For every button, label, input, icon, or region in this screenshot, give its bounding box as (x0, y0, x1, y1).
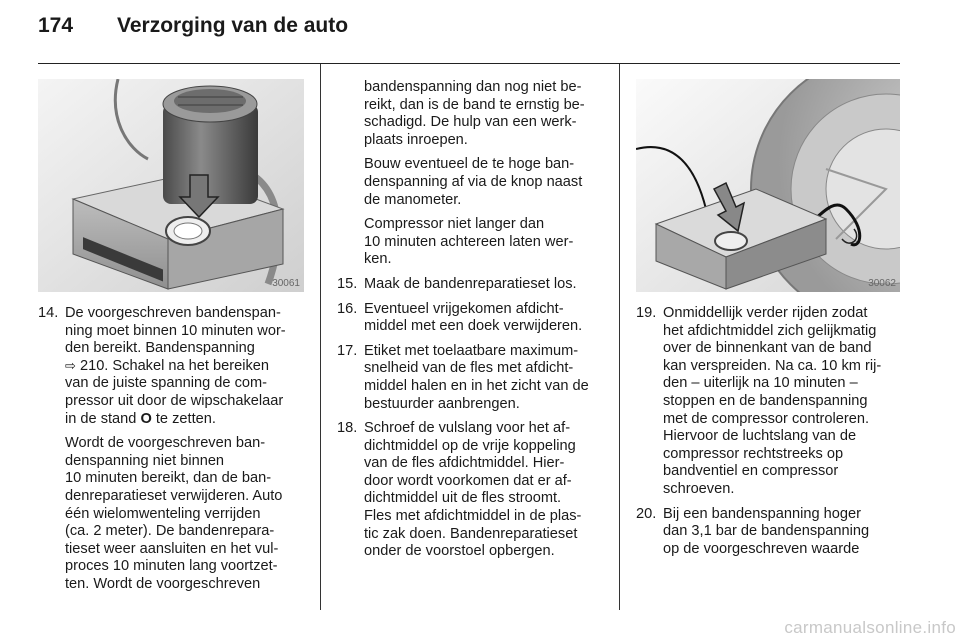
item-line: compressor rechtstreeks op (663, 445, 844, 462)
item-line: snelheid van de fles met afdicht- (364, 360, 574, 377)
item-line: dichtmiddel uit de fles stroomt. (364, 490, 562, 507)
para-line: schadigd. De hulp van een werk- (364, 114, 577, 131)
item-line (65, 358, 306, 376)
para-line: denreparatieset verwijderen. Auto (65, 487, 283, 504)
item-line: kan verspreiden. Na ca. 10 km rij- (663, 357, 882, 374)
item-line: tic zak doen. Bandenreparatieset (364, 525, 578, 542)
item-line: stoppen en de bandenspanning (663, 392, 868, 409)
stand-post: te zetten. (151, 410, 216, 427)
item-line: met de compressor controleren. (663, 410, 870, 427)
item-line: van de juiste spanning de com- (65, 375, 268, 392)
para-line: ken. (364, 251, 392, 268)
figure-code: 30062 (868, 278, 896, 289)
compressor-tyre-illustration-right (636, 79, 900, 292)
item-line: Schroef de vulslang voor het af- (364, 420, 571, 437)
item-number: 14. (38, 305, 59, 321)
para-line: denspanning af via de knop naast (364, 173, 583, 190)
para-line: reikt, dan is de band te ernstig be- (364, 96, 585, 113)
page-reference-text: 210. Schakel na het bereiken (75, 357, 270, 374)
column-divider-left (320, 64, 321, 610)
page-title: Verzorging van de auto (117, 14, 349, 37)
item-line: Fles met afdichtmiddel in de plas- (364, 508, 582, 525)
item-line: door wordt voorkomen dat er af- (364, 472, 572, 489)
para-line: Wordt de voorgeschreven ban- (65, 435, 266, 452)
switch-position-letter: O (140, 410, 152, 427)
item-line: bestuurder aanbrengen. (364, 395, 520, 412)
column-divider-right (619, 64, 620, 610)
page-reference-arrow-icon: ⇨ (65, 358, 76, 374)
list-item-17 (337, 343, 605, 413)
item-line: Eventueel vrijgekomen afdicht- (364, 300, 564, 317)
item-line: op de voorgeschreven waarde (663, 540, 860, 557)
list-item-15 (337, 276, 605, 294)
item-line: Hiervoor de luchtslang van de (663, 428, 857, 445)
para-line: denspanning niet binnen (65, 452, 225, 469)
item-line: van de fles afdichtmiddel. Hier- (364, 455, 565, 472)
item-line: den – uiterlijk na 10 minuten – (663, 375, 858, 392)
list-item-18 (337, 420, 605, 561)
para-line: Bouw eventueel de te hoge ban- (364, 156, 575, 173)
item-number: 17. (337, 342, 358, 359)
column-1 (38, 305, 306, 601)
paragraph (38, 435, 306, 593)
item-number: 15. (337, 275, 358, 292)
page-number: 174 (38, 14, 74, 37)
item-line: Onmiddellijk verder rijden zodat (663, 305, 868, 321)
para-line: ten. Wordt de voorgeschreven (65, 575, 261, 592)
paragraph (337, 156, 605, 209)
para-line: plaats inroepen. (364, 131, 468, 148)
column-2 (337, 79, 605, 568)
item-line: Etiket met toelaatbare maximum- (364, 342, 579, 359)
item-line: het afdichtmiddel zich gelijkmatig (663, 322, 877, 339)
paragraph (337, 216, 605, 269)
item-line: bandventiel en compressor (663, 463, 839, 480)
item-line: schroeven. (663, 480, 735, 497)
header-rule (38, 63, 900, 64)
list-item-16 (337, 301, 605, 336)
item-line: Bij een bandenspanning hoger (663, 505, 861, 522)
para-line: Compressor niet langer dan (364, 216, 545, 233)
para-line: 10 minuten bereikt, dan de ban- (65, 470, 272, 487)
watermark: carmanualsonline.info (784, 618, 956, 637)
para-line: de manometer. (364, 191, 462, 208)
para-line: 10 minuten achtereen laten wer- (364, 233, 574, 250)
list-item-20 (636, 506, 902, 559)
item-line: ning moet binnen 10 minuten wor- (65, 322, 286, 339)
item-line: middel halen en in het zicht van de (364, 377, 589, 394)
para-line: één wielomwenteling verrijden (65, 505, 261, 522)
para-line: bandenspanning dan nog niet be- (364, 79, 582, 95)
list-item-19 (636, 305, 902, 499)
item-number: 18. (337, 420, 358, 437)
item-line: De voorgeschreven bandenspan- (65, 305, 281, 321)
para-line: (ca. 2 meter). De bandenrepara- (65, 523, 275, 540)
item-line: Maak de bandenreparatieset los. (364, 275, 577, 292)
item-number: 19. (636, 305, 657, 321)
stand-pre: in de stand (65, 410, 141, 427)
item-line: over de binnenkant van de band (663, 340, 872, 357)
column-3 (636, 305, 902, 565)
item-line: pressor uit door de wipschakelaar (65, 392, 284, 409)
item-line: den bereikt. Bandenspanning (65, 340, 255, 357)
item-number: 16. (337, 300, 358, 317)
item-line: onder de voorstoel opbergen. (364, 543, 555, 560)
item-number: 20. (636, 505, 657, 522)
paragraph (337, 79, 605, 149)
item-line: dan 3,1 bar de bandenspanning (663, 523, 870, 540)
figure-code: 30061 (272, 278, 300, 289)
para-line: tieset weer aansluiten en het vul- (65, 540, 279, 557)
item-line (65, 411, 306, 429)
list-item-14 (38, 305, 306, 428)
item-line: middel met een doek verwijderen. (364, 318, 583, 335)
para-line: proces 10 minuten lang voortzet- (65, 558, 278, 575)
compressor-illustration-left (38, 79, 304, 292)
item-line: dichtmiddel op de vrije koppeling (364, 437, 576, 454)
